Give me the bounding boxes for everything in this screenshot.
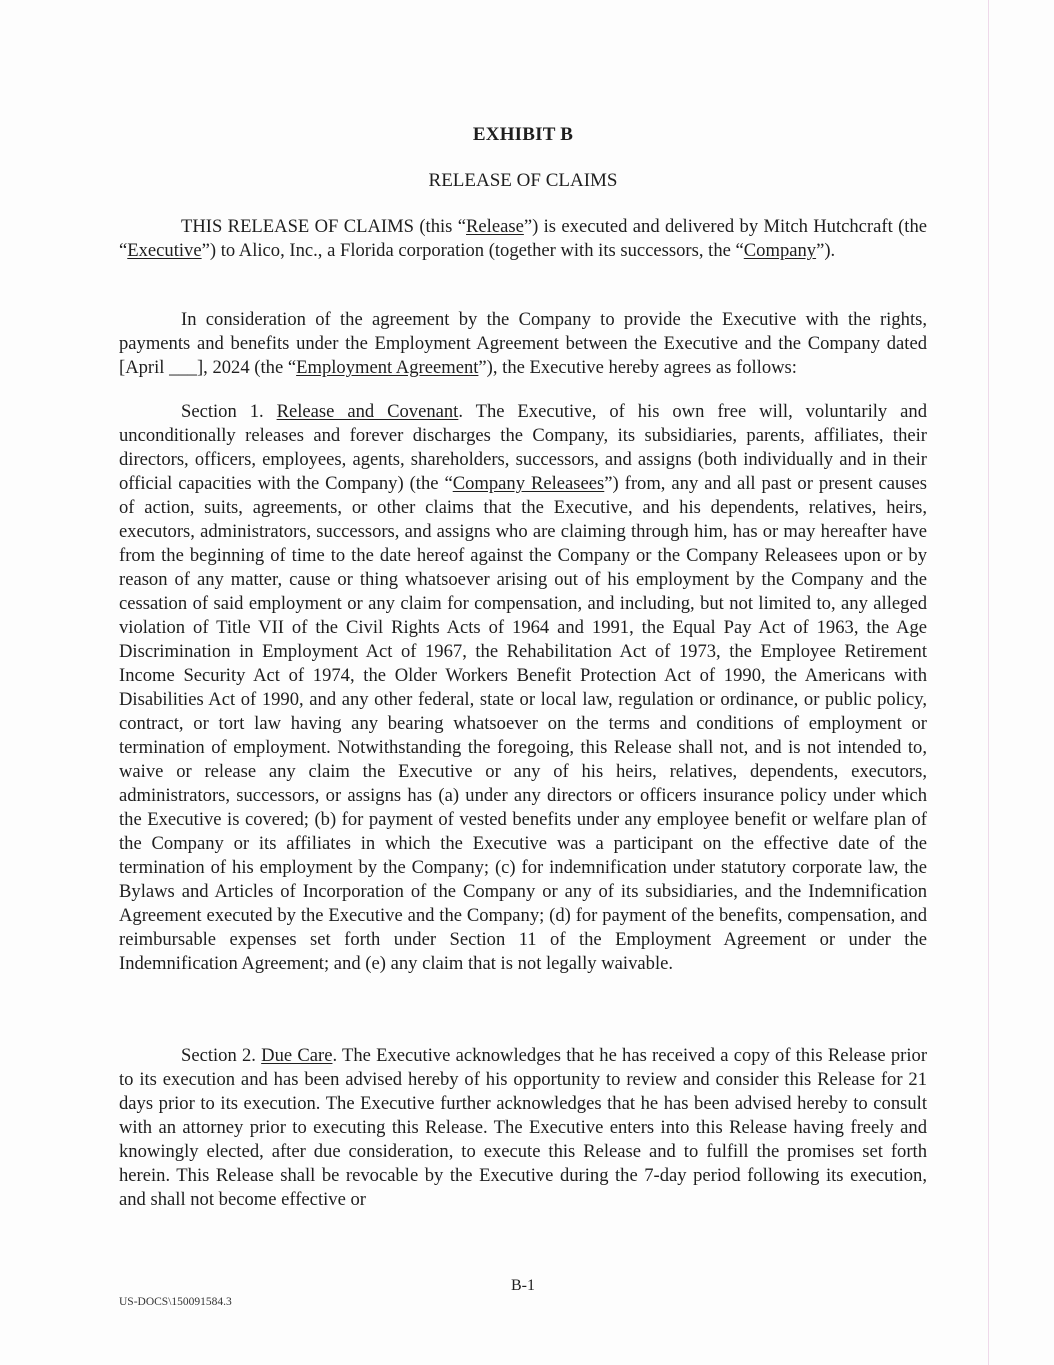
section-1-paragraph: Section 1. Release and Covenant. The Executive, of his own free will, voluntarily and unconditionally releases and forever discharges the Company, its subsidiaries, parents, affiliates, their directors, officers, employees, agents, shareholders, successors, and assigns (both individually and in their official capacities with the Company) (the “Company Releasees”) from, any and all past or present causes of action, suits, agreements, or other claims that the Executive, and his dependents, relatives, heirs, executors, administrators, successors, and assigns who are claiming through him, has or may hereafter have from the beginning of time to the date hereof against the Company or the Company Releasees upon or by reason of any matter, cause or thing whatsoever arising out of his employment by the Company and the cessation of said employment or any claim for compensation, and including, but not limited to, any alleged violation of Title VII of the Civil Rights Acts of 1964 and 1991, the Equal Pay Act of 1963, the Age Discrimination in Employment Act of 1967, the Rehabilitation Act of 1973, the Employee Retirement Income Security Act of 1974, the Older Workers Benefit Protection Act of 1990, the Americans with Disabilities Act of 1990, and any other federal, state or local law, regulation or ordinance, or public policy, contract, or tort law having any bearing whatsoever on the terms and conditions of employment or termination of employment. Notwithstanding the foregoing, this Release shall not, and is not intended to, waive or release any claim the Executive or any of his heirs, relatives, dependents, executors, administrators, successors, or assigns has (a) under any directors or officers insurance policy under which the Executive is covered; (b) for payment of vested benefits under any employee benefit or welfare plan of the Company or its affiliates in which the Executive was a participant on the effective date of the termination of his employment by the Company; (c) for indemnification under statutory corporate law, the Bylaws and Articles of Incorporation of the Company or any of its subsidiaries, and the Indemnification Agreement executed by the Executive and the Company; (d) for payment of the benefits, compensation, and reimbursable expenses set forth under Section 11 of the Employment Agreement or under the Indemnification Agreement; and (e) any claim that is not legally waivable. [119,401,928,974]
section-2-heading: Due Care [261,1045,333,1066]
defined-term-executive: Executive [127,240,202,261]
document-id: US-DOCS\150091584.3 [119,1296,232,1308]
page-number: B-1 [511,1277,535,1294]
consideration-paragraph: In consideration of the agreement by the Company to provide the Executive with the rights, payments and benefits under the Employment Agreement between the Executive and the Company dated [April ___], 2024 (the “Employment Agreement”), the Executive hereby agrees as follows: [119,309,927,378]
defined-term-employment-agreement: Employment Agreement [296,357,479,378]
defined-term-company-releasees: Company Releasees [452,473,605,494]
intro-paragraph: THIS RELEASE OF CLAIMS (this “Release”) is executed and delivered by Mitch Hutchcraft (the “Executive”) to Alico, Inc., a Florida corporation (together with its successors, the “Company”). [119,216,927,261]
exhibit-title: EXHIBIT B [472,124,574,145]
scan-artifact-line [988,0,989,1365]
defined-term-release: Release [466,216,524,237]
section-2-paragraph: Section 2. Due Care. The Executive acknowledges that he has received a copy of this Release prior to its execution and has been advised hereby of his opportunity to review and consider this Release for 21 days prior to its execution. The Executive further acknowledges that he has been advised hereby to consult with an attorney prior to executing this Release. The Executive enters into this Release having freely and knowingly elected, after due consideration, to execute this Release and to fulfill the promises set forth herein. This Release shall be revocable by the Executive during the 7-day period following its execution, and shall not become effective or [119,1045,928,1210]
defined-term-company: Company [743,240,817,261]
section-1-heading: Release and Covenant [276,401,459,422]
document-subtitle: RELEASE OF CLAIMS [428,170,618,191]
